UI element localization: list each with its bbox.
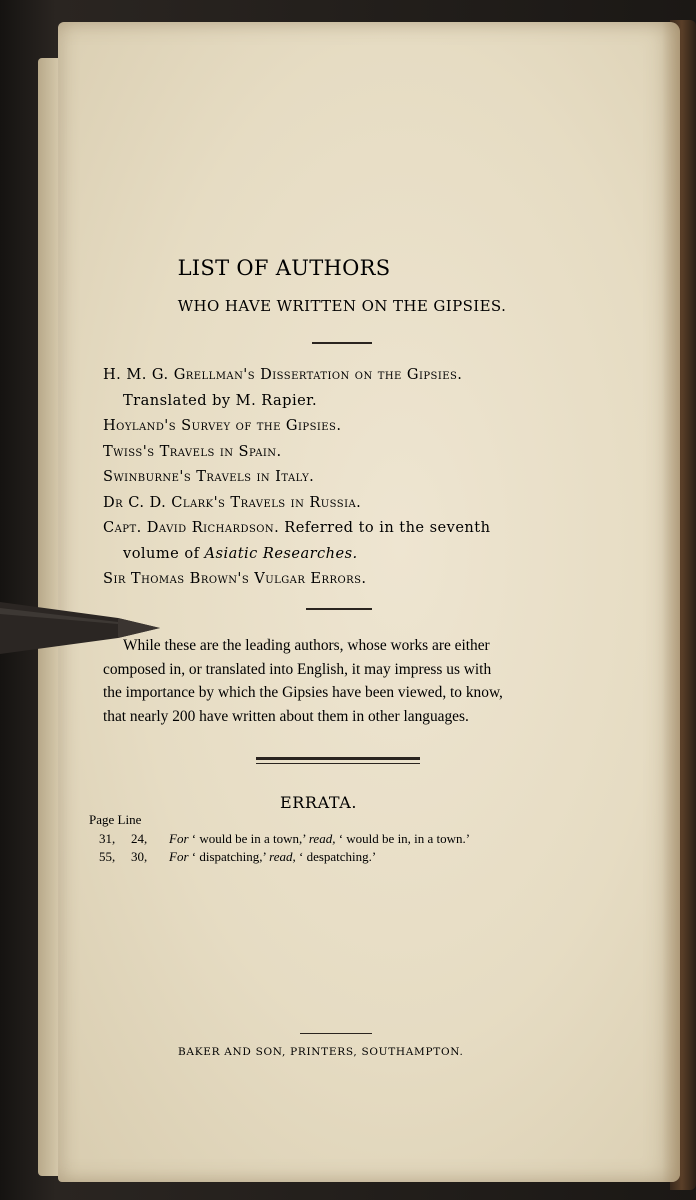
double-rule-bottom — [256, 763, 420, 764]
author-entry — [103, 515, 623, 541]
double-rule-top — [256, 757, 420, 760]
author-entry: Swinburne's Travels in Italy. — [103, 468, 315, 485]
author-name: Capt. David Richardson. — [103, 519, 280, 536]
paragraph-line: composed in, or translated into English, it may impress us with — [103, 660, 492, 678]
author-entry: Twiss's Travels in Spain. — [103, 442, 282, 460]
errata-line: 24, — [131, 831, 148, 846]
closing-paragraph — [103, 634, 623, 728]
errata-row — [89, 830, 470, 848]
author-entry-continuation — [103, 541, 623, 567]
errata-read: read, — [269, 849, 296, 864]
author-note-prefix: volume of — [123, 544, 200, 562]
pencil-tip — [118, 618, 160, 638]
errata-table — [89, 830, 470, 866]
errata-right: ‘ would be in, in a town.’ — [338, 831, 471, 846]
pencil-pointer — [0, 598, 162, 658]
errata-page: 31, — [99, 831, 116, 846]
errata-header — [89, 812, 141, 828]
errata-read: read, — [308, 831, 336, 846]
errata-title: ERRATA. — [280, 793, 358, 812]
errata-page: 55, — [99, 849, 116, 864]
divider-rule — [300, 1033, 372, 1034]
author-entry: Dr C. D. Clark's Travels in Russia. — [103, 493, 362, 511]
errata-line: 30, — [131, 849, 148, 864]
errata-col-line: Line — [117, 812, 142, 827]
paragraph-line: that nearly 200 have written about them in other languages. — [103, 707, 469, 725]
divider-rule — [312, 342, 372, 344]
errata-wrong: ‘ dispatching,’ — [191, 849, 266, 864]
errata-row — [89, 848, 470, 866]
errata-for: For — [169, 831, 189, 846]
authors-list — [103, 362, 623, 592]
errata-wrong: ‘ would be in a town,’ — [191, 831, 306, 846]
divider-rule — [306, 608, 372, 610]
errata-right: ‘ despatching.’ — [299, 849, 377, 864]
errata-col-page: Page — [89, 812, 115, 827]
author-entry: H. M. G. Grellman's Dissertation on the Gipsies. — [103, 366, 463, 383]
paragraph-line: the importance by which the Gipsies have been viewed, to know, — [103, 684, 503, 701]
paragraph-line: While these are the leading authors, whose works are either — [123, 637, 490, 654]
page-subtitle: WHO HAVE WRITTEN ON THE GIPSIES. — [177, 297, 507, 315]
errata-for: For — [169, 849, 189, 864]
author-entry-continuation: Translated by M. Rapier. — [123, 391, 318, 409]
author-entry: Sir Thomas Brown's Vulgar Errors. — [103, 570, 367, 587]
page-edge-shadow — [662, 22, 680, 1182]
author-note: Referred to in the seventh — [284, 519, 491, 536]
author-note-title: Asiatic Researches. — [204, 544, 358, 562]
page-title: LIST OF AUTHORS — [177, 256, 391, 280]
author-entry: Hoyland's Survey of the Gipsies. — [103, 417, 342, 434]
printer-imprint: BAKER AND SON, PRINTERS, SOUTHAMPTON. — [178, 1046, 464, 1058]
